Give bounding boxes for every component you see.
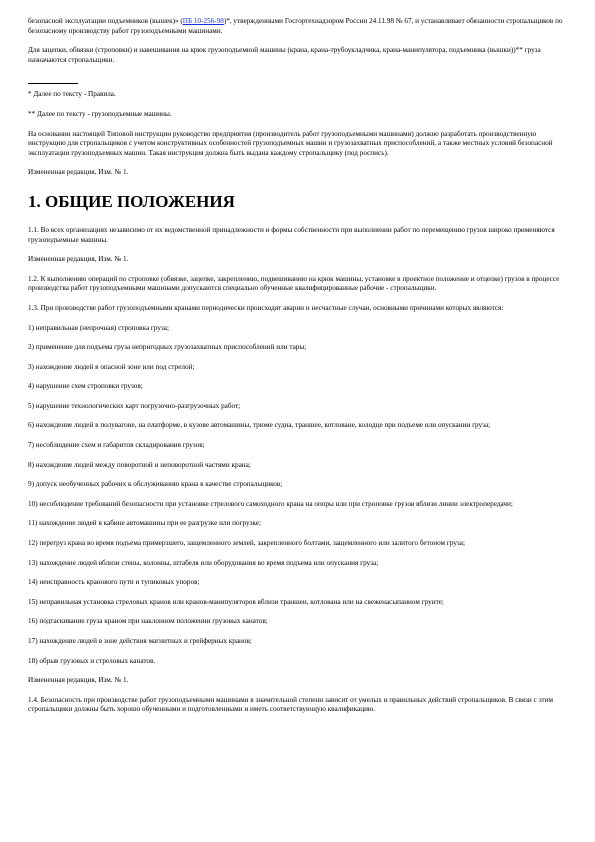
list-item: 14) неисправность кранового пути и тупиковых упоров; [28,578,200,587]
list-item: 15) неправильная установка стреловых кранов или кранов-манипуляторов вблизи траншеи, котлована или на свеженасыпанном грунте; [28,597,444,606]
clause-1-1: 1.1. Во всех организациях независимо от их ведомственной принадлежности и формы собственности при выполнении работ по перемещению грузов широко применяются грузоподъемные машины. [28,225,555,244]
footnote-2: ** Далее по тексту - грузоподъемные машины. [28,109,172,118]
clause-1-2: 1.2. К выполнению операций по строповке (обвязке, зацепке, закреплению, подвешиванию на крюк машины, установке в проектное положение и отцепке) грузов в процессе производства работ грузоподъемными машинами допускаются специально обученные квалифицированные рабочие - стропальщики. [28,274,560,293]
document-body [28,17,568,715]
list-item: 1) неправильная (непрочная) строповка груза; [28,323,169,332]
list-item: 17) нахождение людей в зоне действия магнитных и грейферных кранов; [28,637,252,645]
intro-paragraph-1 [28,17,568,36]
list-item: 8) нахождение людей между поворотной и неповоротной частями крана; [28,460,251,469]
list-item: 5) нарушение технологических карт погрузочно-разгрузочных работ; [28,401,241,410]
intro-text: безопасной эксплуатации подъемников (вышек)» ( [28,17,183,25]
list-item: 16) подтаскивание груза краном при наклонном положении грузовых канатов; [28,617,268,626]
edit-note: Измененная редакция, Изм. № 1. [28,168,129,177]
clause-1-4: 1.4. Безопасность при производстве работ грузоподъемными машинами в значительной степени зависит от умелых и правильных действий стропальщиков. В связи с этим стропальщики должны быть хорошо обученными и подготовленными и иметь соответствующую квалификацию. [28,695,554,714]
list-item: 12) перегруз крана во время подъема примерзшего, защемленного землей, закрепленного болтами, защемленного или залитого бетоном груза; [28,539,465,548]
clause-1-3: 1.3. При производстве работ грузоподъемными кранами периодически происходят аварии и несчастные случаи, основными причинами которых являются: [28,303,504,312]
instruction-paragraph: На основании настоящей Типовой инструкции руководство предприятия (производитель работ грузоподъемными машинами) должно разработать производственную инструкцию для стропальщиков с учетом конструктивных особенностей грузоподъемных машин и грузозахватных приспособлений, а также местных условий безопасной эксплуатации грузоподъемных машин. Такая инструкция должна быть выдана каждому стропальщику (под роспись). [28,129,553,157]
footnote-separator [28,83,78,90]
list-item: 13) нахождение людей вблизи стены, колонны, штабеля или оборудования во время подъема или опускания груза; [28,558,379,567]
list-item: 18) обрыв грузовых и стреловых канатов. [28,656,156,665]
pb-10-256-98-link[interactable]: ПБ 10-256-98 [182,17,224,25]
list-item: 6) нахождение людей в полувагоне, на платформе, в кузове автомашины, трюме судна, траншее, котловане, колодце при подъеме или опускании груза; [28,421,491,430]
section-title: 1. ОБЩИЕ ПОЛОЖЕНИЯ [28,191,235,211]
list-item: 3) нахождение людей в опасной зоне или под стрелой; [28,362,195,371]
list-item: 7) несоблюдение схем и габаритов складирования грузов; [28,441,205,450]
footnote-1: * Далее по тексту - Правила. [28,90,116,99]
intro-text: )*, утвержденными Госгортехнадзором России 24.11.98 № 67, и устанавливает обязанности стропальщиков по безопасному производству работ грузоподъемными машинами. [28,17,563,35]
list-item: 2) применение для подъема груза непригодных грузозахватных приспособлений или тары; [28,343,307,352]
list-item: 9) допуск необученных рабочих к обслуживанию крана в качестве стропальщиков; [28,480,283,489]
intro-paragraph-2: Для зацепки, обвязки (строповки) и навешивания на крюк грузоподъемной машины (крана, крана-трубоукладчика, крана-манипулятора, подъемника (вышки))** груза назначаются стропальщики. [28,46,541,64]
causes-list [28,324,568,667]
list-item: 10) несоблюдение требований безопасности при установке стрелового самоходного крана на опоры или при строповке грузов вблизи линии электропередачи; [28,499,513,508]
edit-note: Измененная редакция, Изм. № 1. [28,676,129,685]
list-item: 11) нахождение людей в кабине автомашины при ее разгрузке или погрузке; [28,519,261,528]
edit-note: Измененная редакция, Изм. № 1. [28,255,129,264]
list-item: 4) нарушение схем строповки грузов; [28,382,143,391]
